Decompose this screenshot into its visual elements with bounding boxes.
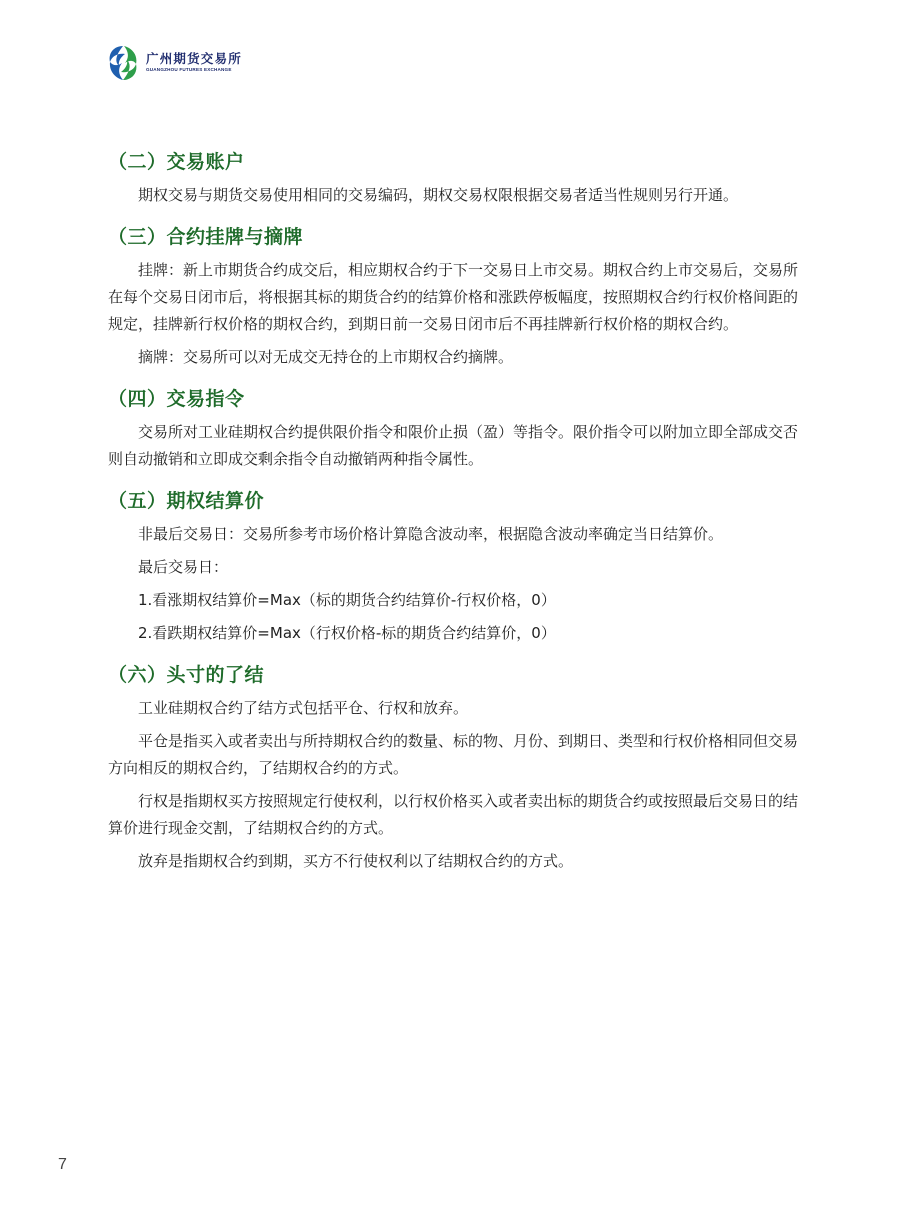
exchange-logo-icon xyxy=(106,44,140,82)
paragraph: 行权是指期权买方按照规定行使权利，以行权价格买入或者卖出标的期货合约或按照最后交易日的结算价进行现金交割，了结期权合约的方式。 xyxy=(108,792,799,837)
exchange-name-en: GUANGZHOU FUTURES EXCHANGE xyxy=(146,67,232,73)
paragraph: 放弃是指期权合约到期，买方不行使权利以了结期权合约的方式。 xyxy=(138,852,574,870)
page-number: 7 xyxy=(58,1156,67,1173)
paragraph: 挂牌：新上市期货合约成交后，相应期权合约于下一交易日上市交易。期权合约上市交易后，交易所在每个交易日闭市后，将根据其标的期货合约的结算价格和涨跌停板幅度，按照期权合约行权价格间距的规定，挂牌新行权价格的期权合约，到期日前一交易日闭市后不再挂牌新行权价格的期权合约。 xyxy=(108,261,799,333)
paragraph: 非最后交易日：交易所参考市场价格计算隐含波动率，根据隐含波动率确定当日结算价。 xyxy=(138,525,724,543)
section-title: （四）交易指令 xyxy=(108,388,245,410)
section-title: （六）头寸的了结 xyxy=(108,664,265,686)
paragraph: 摘牌：交易所可以对无成交无持仓的上市期权合约摘牌。 xyxy=(138,348,514,366)
exchange-name-cn: 广州期货交易所 xyxy=(146,50,242,66)
document-body xyxy=(108,148,798,875)
exchange-wordmark xyxy=(146,50,242,73)
paragraph: 期权交易与期货交易使用相同的交易编码，期权交易权限根据交易者适当性规则另行开通。 xyxy=(138,186,739,204)
formula-line: 2.看跌期权结算价=Max（行权价格-标的期货合约结算价，0） xyxy=(138,624,556,642)
paragraph: 交易所对工业硅期权合约提供限价指令和限价止损（盈）等指令。限价指令可以附加立即全部成交否则自动撤销和立即成交剩余指令自动撤销两种指令属性。 xyxy=(108,423,799,468)
section-title: （五）期权结算价 xyxy=(108,490,265,512)
paragraph: 工业硅期权合约了结方式包括平仓、行权和放弃。 xyxy=(138,699,469,717)
page-header xyxy=(106,44,242,82)
section-title: （二）交易账户 xyxy=(108,151,245,173)
formula-line: 1.看涨期权结算价=Max（标的期货合约结算价-行权价格，0） xyxy=(138,591,556,609)
paragraph: 最后交易日： xyxy=(138,558,229,576)
paragraph: 平仓是指买入或者卖出与所持期权合约的数量、标的物、月份、到期日、类型和行权价格相同但交易方向相反的期权合约，了结期权合约的方式。 xyxy=(108,732,799,777)
section-title: （三）合约挂牌与摘牌 xyxy=(108,226,304,248)
